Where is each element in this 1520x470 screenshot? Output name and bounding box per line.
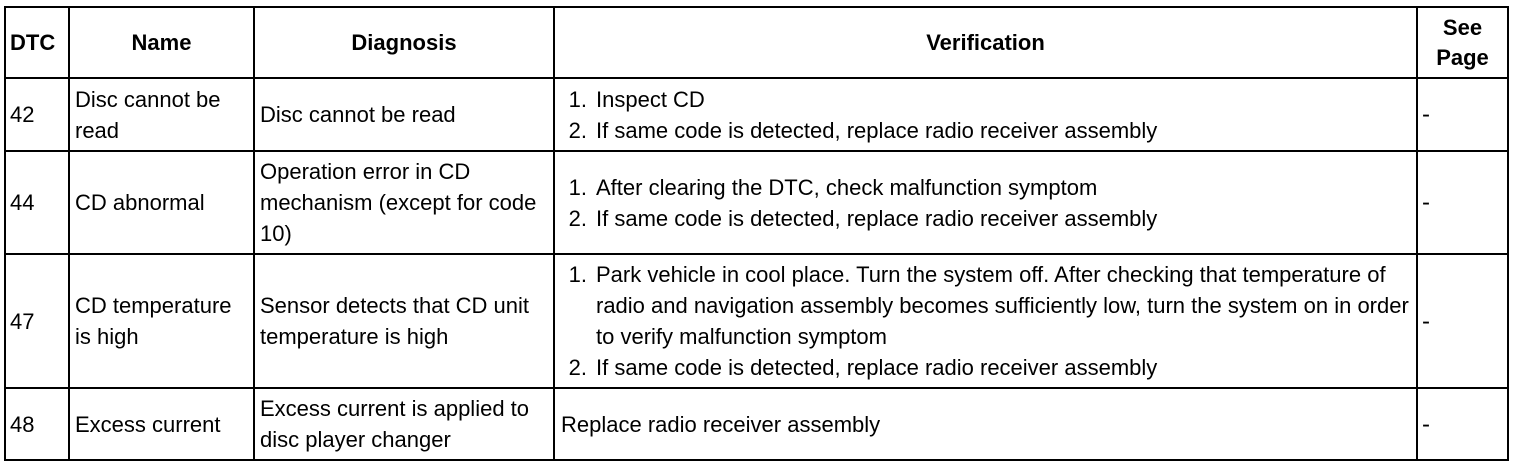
step-text: Inspect CD xyxy=(596,86,705,112)
dtc-code: 47 xyxy=(5,254,69,388)
verification-step xyxy=(560,352,1411,383)
dtc-name: CD abnormal xyxy=(69,151,254,254)
verification-step xyxy=(560,259,1411,352)
verification-step xyxy=(560,115,1411,146)
step-text: After clearing the DTC, check malfunction symptom xyxy=(596,174,1098,200)
see-page: - xyxy=(1417,78,1508,151)
header-verification: Verification xyxy=(554,7,1417,78)
dtc-verification xyxy=(554,78,1417,151)
header-diagnosis: Diagnosis xyxy=(254,7,554,78)
dtc-table xyxy=(4,6,1509,461)
verification-step xyxy=(560,172,1411,203)
step-number: 2. xyxy=(568,355,587,380)
header-see-page: See Page xyxy=(1417,7,1508,78)
table-row xyxy=(5,254,1508,388)
table-row xyxy=(5,151,1508,254)
header-dtc: DTC xyxy=(5,7,69,78)
verification-steps xyxy=(560,172,1411,234)
dtc-name: Disc cannot be read xyxy=(69,78,254,151)
verification-step xyxy=(560,203,1411,234)
see-page: - xyxy=(1417,388,1508,460)
dtc-diagnosis: Excess current is applied to disc player changer xyxy=(254,388,554,460)
dtc-verification xyxy=(554,151,1417,254)
dtc-code: 48 xyxy=(5,388,69,460)
table-row xyxy=(5,78,1508,151)
dtc-name: CD temperature is high xyxy=(69,254,254,388)
step-number: 2. xyxy=(568,205,587,231)
step-text: If same code is detected, replace radio receiver assembly xyxy=(596,205,1158,231)
dtc-code: 44 xyxy=(5,151,69,254)
header-row xyxy=(5,7,1508,78)
dtc-name: Excess current xyxy=(69,388,254,460)
dtc-diagnosis: Operation error in CD mechanism (except for code 10) xyxy=(254,151,554,254)
verification-steps xyxy=(560,259,1411,383)
step-number: 2. xyxy=(568,117,587,143)
verification-steps xyxy=(560,84,1411,146)
dtc-diagnosis: Sensor detects that CD unit temperature is high xyxy=(254,254,554,388)
dtc-verification xyxy=(554,254,1417,388)
step-text: If same code is detected, replace radio receiver assembly xyxy=(596,117,1158,143)
see-page: - xyxy=(1417,254,1508,388)
see-page: - xyxy=(1417,151,1508,254)
header-name: Name xyxy=(69,7,254,78)
step-text: If same code is detected, replace radio receiver assembly xyxy=(596,355,1158,380)
step-text: Park vehicle in cool place. Turn the system off. After checking that temperature of radio and navigation assembly becomes sufficiently low, turn the system on in order to verify malfunction symptom xyxy=(596,262,1409,349)
dtc-diagnosis: Disc cannot be read xyxy=(254,78,554,151)
step-number: 1. xyxy=(568,262,587,287)
step-number: 1. xyxy=(568,174,587,200)
dtc-code: 42 xyxy=(5,78,69,151)
step-number: 1. xyxy=(568,86,587,112)
dtc-verification: Replace radio receiver assembly xyxy=(554,388,1417,460)
table-row xyxy=(5,388,1508,460)
verification-step xyxy=(560,84,1411,115)
